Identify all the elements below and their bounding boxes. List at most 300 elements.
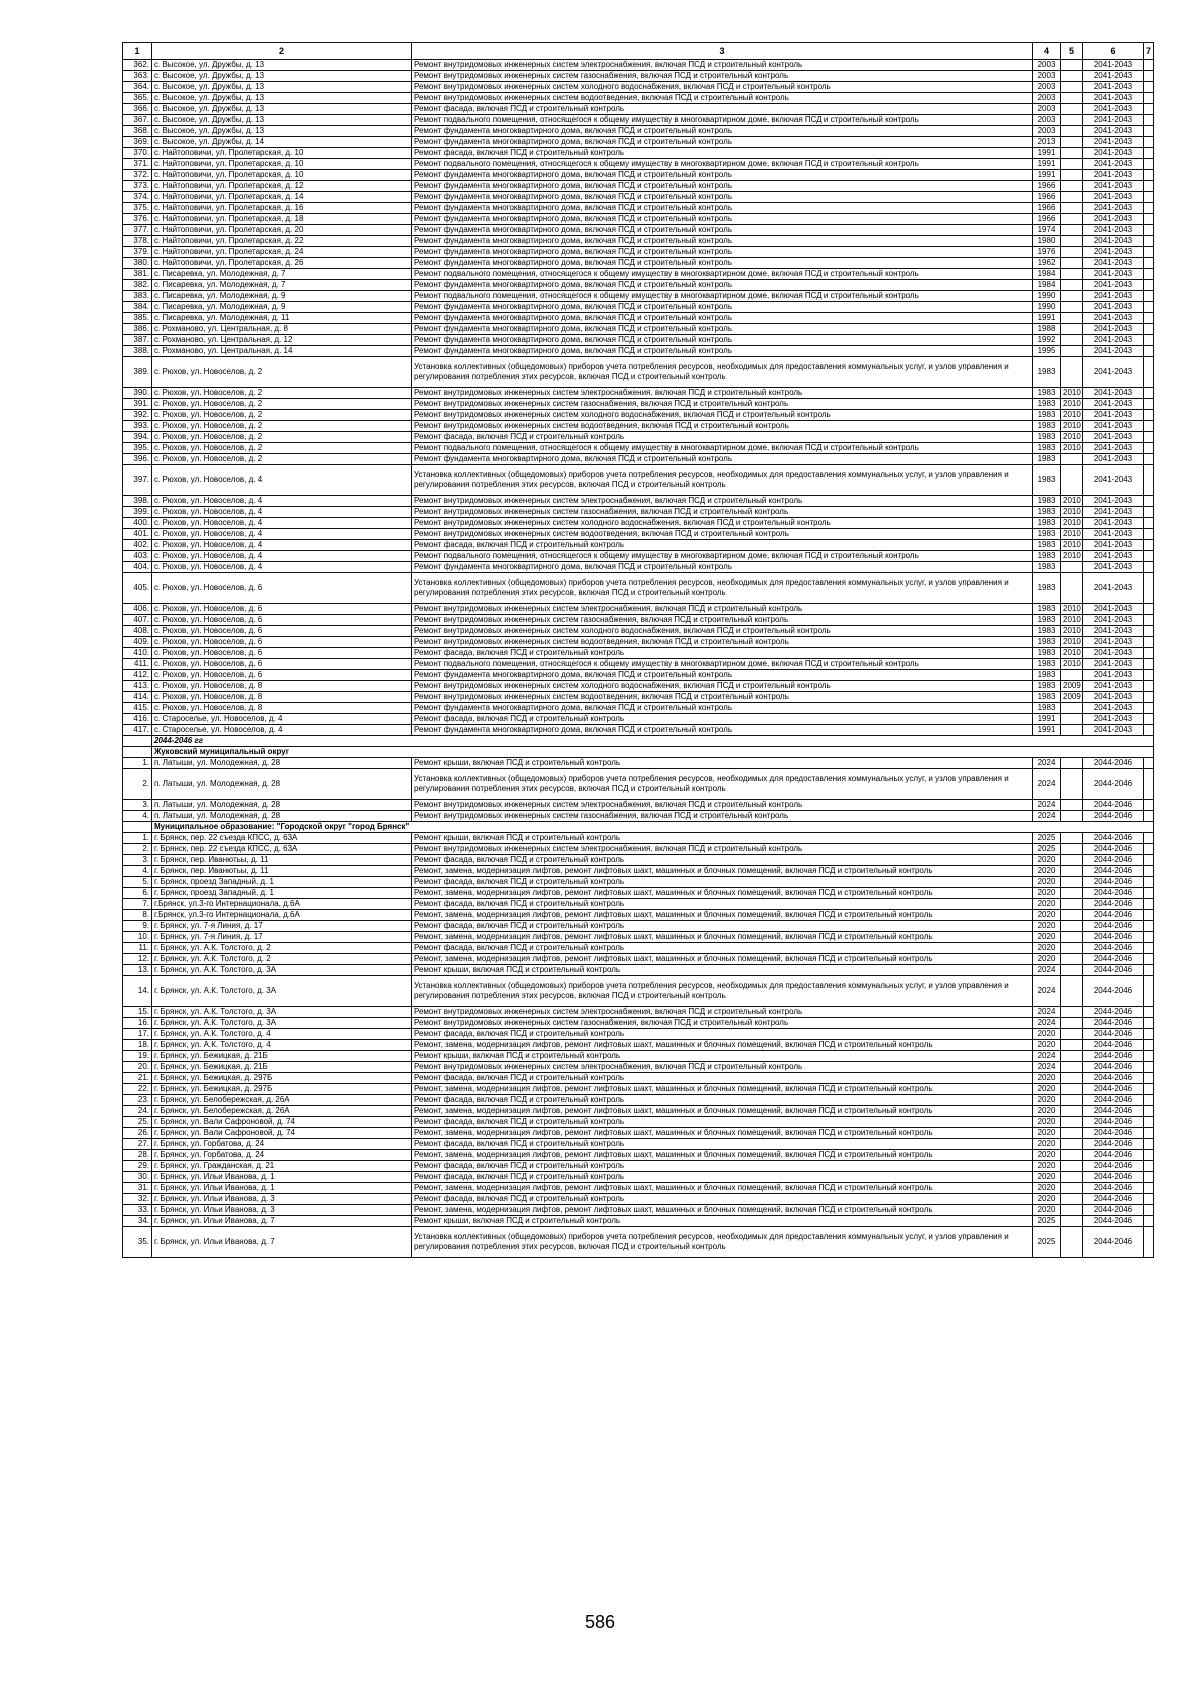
year-built-cell: 1983 [1033, 648, 1061, 659]
empty-cell [123, 822, 152, 833]
year-built-cell: 1983 [1033, 604, 1061, 615]
empty-cell [1144, 562, 1154, 573]
work-type-cell: Ремонт фасада, включая ПСД и строительный контроль [412, 148, 1033, 159]
row-number-cell: 2. [123, 769, 152, 800]
work-type-cell: Ремонт крыши, включая ПСД и строительный контроль [412, 758, 1033, 769]
empty-cell [1144, 681, 1154, 692]
row-number-cell: 31. [123, 1183, 152, 1194]
last-repair-year-cell [1061, 1183, 1083, 1194]
table-row [123, 1183, 1154, 1194]
last-repair-year-cell [1061, 714, 1083, 725]
row-number-cell: 407. [123, 615, 152, 626]
planned-period-cell: 2041-2043 [1083, 346, 1144, 357]
last-repair-year-cell: 2009 [1061, 681, 1083, 692]
address-cell: с. Рюхов, ул. Новоселов, д. 2 [152, 399, 412, 410]
address-cell: г. Брянск, пер. 22 съезда КПСС, д. 63А [152, 833, 412, 844]
address-cell: с. Рюхов, ул. Новоселов, д. 4 [152, 507, 412, 518]
address-cell: г.Брянск, ул.3-го Интернационала, д.6А [152, 910, 412, 921]
empty-cell [1144, 399, 1154, 410]
year-built-cell: 1992 [1033, 335, 1061, 346]
address-cell: с. Рюхов, ул. Новоселов, д. 2 [152, 432, 412, 443]
table-row [123, 496, 1154, 507]
address-cell: г. Брянск, ул. Гражданская, д. 21 [152, 1161, 412, 1172]
last-repair-year-cell [1061, 115, 1083, 126]
empty-cell [1144, 1227, 1154, 1258]
work-type-cell: Ремонт, замена, модернизация лифтов, ремонт лифтовых шахт, машинных и блочных помещений, включая ПСД и строительный контроль [412, 910, 1033, 921]
table-row [123, 507, 1154, 518]
planned-period-cell: 2044-2046 [1083, 833, 1144, 844]
row-number-cell: 410. [123, 648, 152, 659]
planned-period-cell: 2041-2043 [1083, 496, 1144, 507]
work-type-cell: Ремонт внутридомовых инженерных систем электроснабжения, включая ПСД и строительный контроль [412, 388, 1033, 399]
work-type-cell: Ремонт фундамента многоквартирного дома, включая ПСД и строительный контроль [412, 703, 1033, 714]
last-repair-year-cell [1061, 1073, 1083, 1084]
planned-period-cell: 2044-2046 [1083, 976, 1144, 1007]
address-cell: п. Латыши, ул. Молодежная, д. 28 [152, 811, 412, 822]
empty-cell [1144, 203, 1154, 214]
last-repair-year-cell [1061, 1117, 1083, 1128]
planned-period-cell: 2044-2046 [1083, 921, 1144, 932]
table-row [123, 324, 1154, 335]
row-number-cell: 18. [123, 1040, 152, 1051]
table-row [123, 1194, 1154, 1205]
year-built-cell: 1991 [1033, 170, 1061, 181]
planned-period-cell: 2041-2043 [1083, 313, 1144, 324]
row-number-cell: 416. [123, 714, 152, 725]
planned-period-cell: 2041-2043 [1083, 60, 1144, 71]
empty-cell [1144, 388, 1154, 399]
year-built-cell: 1966 [1033, 214, 1061, 225]
address-cell: г. Брянск, ул. Ильи Иванова, д. 1 [152, 1183, 412, 1194]
table-row [123, 335, 1154, 346]
address-cell: с. Найтоповичи, ул. Пролетарская, д. 12 [152, 181, 412, 192]
last-repair-year-cell [1061, 943, 1083, 954]
last-repair-year-cell [1061, 670, 1083, 681]
year-built-cell: 1991 [1033, 714, 1061, 725]
year-built-cell: 2024 [1033, 800, 1061, 811]
planned-period-cell: 2041-2043 [1083, 203, 1144, 214]
work-type-cell: Ремонт внутридомовых инженерных систем водоотведения, включая ПСД и строительный контроль [412, 529, 1033, 540]
planned-period-cell: 2041-2043 [1083, 443, 1144, 454]
last-repair-year-cell [1061, 1007, 1083, 1018]
empty-cell [1144, 877, 1154, 888]
year-built-cell: 2020 [1033, 877, 1061, 888]
address-cell: с. Найтоповичи, ул. Пролетарская, д. 18 [152, 214, 412, 225]
last-repair-year-cell [1061, 769, 1083, 800]
year-built-cell: 2020 [1033, 1161, 1061, 1172]
last-repair-year-cell [1061, 104, 1083, 115]
planned-period-cell: 2041-2043 [1083, 137, 1144, 148]
table-row [123, 1018, 1154, 1029]
planned-period-cell: 2041-2043 [1083, 648, 1144, 659]
address-cell: г. Брянск, проезд Западный, д. 1 [152, 877, 412, 888]
planned-period-cell: 2041-2043 [1083, 465, 1144, 496]
year-built-cell: 2003 [1033, 71, 1061, 82]
last-repair-year-cell [1061, 1106, 1083, 1117]
empty-cell [1144, 811, 1154, 822]
empty-cell [1144, 965, 1154, 976]
work-type-cell: Ремонт фундамента многоквартирного дома, включая ПСД и строительный контроль [412, 258, 1033, 269]
work-type-cell: Ремонт фундамента многоквартирного дома, включая ПСД и строительный контроль [412, 225, 1033, 236]
empty-cell [1144, 648, 1154, 659]
row-number-cell: 33. [123, 1205, 152, 1216]
year-built-cell: 2020 [1033, 866, 1061, 877]
planned-period-cell: 2044-2046 [1083, 811, 1144, 822]
last-repair-year-cell: 2010 [1061, 388, 1083, 399]
empty-cell [1144, 247, 1154, 258]
table-row [123, 626, 1154, 637]
work-type-cell: Ремонт крыши, включая ПСД и строительный контроль [412, 1216, 1033, 1227]
planned-period-cell: 2041-2043 [1083, 214, 1144, 225]
row-number-cell: 396. [123, 454, 152, 465]
last-repair-year-cell [1061, 855, 1083, 866]
address-cell: с. Рюхов, ул. Новоселов, д. 8 [152, 703, 412, 714]
row-number-cell: 376. [123, 214, 152, 225]
empty-cell [1144, 71, 1154, 82]
work-type-cell: Ремонт внутридомовых инженерных систем газоснабжения, включая ПСД и строительный контроль [412, 615, 1033, 626]
empty-cell [1144, 1205, 1154, 1216]
last-repair-year-cell [1061, 214, 1083, 225]
work-type-cell: Ремонт фасада, включая ПСД и строительный контроль [412, 104, 1033, 115]
empty-cell [1144, 126, 1154, 137]
last-repair-year-cell [1061, 725, 1083, 736]
empty-cell [1144, 615, 1154, 626]
address-cell: с. Рюхов, ул. Новоселов, д. 8 [152, 692, 412, 703]
last-repair-year-cell [1061, 954, 1083, 965]
planned-period-cell: 2041-2043 [1083, 518, 1144, 529]
table-row [123, 965, 1154, 976]
year-built-cell: 2024 [1033, 976, 1061, 1007]
work-type-cell: Ремонт внутридомовых инженерных систем электроснабжения, включая ПСД и строительный контроль [412, 1062, 1033, 1073]
work-type-cell: Ремонт фундамента многоквартирного дома, включая ПСД и строительный контроль [412, 670, 1033, 681]
year-built-cell: 2003 [1033, 104, 1061, 115]
table-row [123, 758, 1154, 769]
empty-cell [1144, 670, 1154, 681]
row-number-cell: 390. [123, 388, 152, 399]
empty-cell [1144, 421, 1154, 432]
table-row [123, 551, 1154, 562]
planned-period-cell: 2041-2043 [1083, 670, 1144, 681]
year-built-cell: 2020 [1033, 910, 1061, 921]
work-type-cell: Ремонт внутридомовых инженерных систем газоснабжения, включая ПСД и строительный контроль [412, 811, 1033, 822]
row-number-cell: 414. [123, 692, 152, 703]
row-number-cell: 13. [123, 965, 152, 976]
year-built-cell: 1991 [1033, 725, 1061, 736]
work-type-cell: Ремонт фасада, включая ПСД и строительный контроль [412, 432, 1033, 443]
empty-cell [1144, 410, 1154, 421]
empty-cell [1144, 192, 1154, 203]
work-type-cell: Ремонт, замена, модернизация лифтов, ремонт лифтовых шахт, машинных и блочных помещений, включая ПСД и строительный контроль [412, 888, 1033, 899]
row-number-cell: 1. [123, 833, 152, 844]
empty-cell [1144, 1106, 1154, 1117]
table-row [123, 236, 1154, 247]
row-number-cell: 371. [123, 159, 152, 170]
table-row [123, 976, 1154, 1007]
work-type-cell: Ремонт фасада, включая ПСД и строительный контроль [412, 648, 1033, 659]
year-built-cell: 1974 [1033, 225, 1061, 236]
row-number-cell: 386. [123, 324, 152, 335]
planned-period-cell: 2041-2043 [1083, 93, 1144, 104]
address-cell: с. Рюхов, ул. Новоселов, д. 4 [152, 540, 412, 551]
empty-cell [1144, 93, 1154, 104]
empty-cell [1144, 1183, 1154, 1194]
planned-period-cell: 2044-2046 [1083, 899, 1144, 910]
row-number-cell: 3. [123, 855, 152, 866]
address-cell: п. Латыши, ул. Молодежная, д. 28 [152, 769, 412, 800]
work-type-cell: Ремонт внутридомовых инженерных систем холодного водоснабжения, включая ПСД и строительный контроль [412, 626, 1033, 637]
planned-period-cell: 2041-2043 [1083, 551, 1144, 562]
work-type-cell: Ремонт фундамента многоквартирного дома, включая ПСД и строительный контроль [412, 346, 1033, 357]
work-type-cell: Ремонт фасада, включая ПСД и строительный контроль [412, 855, 1033, 866]
planned-period-cell: 2044-2046 [1083, 769, 1144, 800]
empty-cell [1144, 725, 1154, 736]
table-row [123, 943, 1154, 954]
year-built-cell: 2024 [1033, 965, 1061, 976]
empty-cell [1144, 692, 1154, 703]
row-number-cell: 8. [123, 910, 152, 921]
table-row [123, 280, 1154, 291]
year-built-cell: 2025 [1033, 844, 1061, 855]
address-cell: г. Брянск, ул. Бежицкая, д. 297Б [152, 1084, 412, 1095]
work-type-cell: Ремонт фундамента многоквартирного дома, включая ПСД и строительный контроль [412, 302, 1033, 313]
table-row [123, 681, 1154, 692]
work-type-cell: Ремонт внутридомовых инженерных систем водоотведения, включая ПСД и строительный контроль [412, 637, 1033, 648]
planned-period-cell: 2044-2046 [1083, 1018, 1144, 1029]
table-row [123, 1150, 1154, 1161]
address-cell: г. Брянск, ул. А.К. Толстого, д. 4 [152, 1029, 412, 1040]
empty-cell [1144, 258, 1154, 269]
last-repair-year-cell [1061, 833, 1083, 844]
row-number-cell: 4. [123, 811, 152, 822]
last-repair-year-cell [1061, 465, 1083, 496]
address-cell: г. Брянск, ул. А.К. Толстого, д. 2 [152, 954, 412, 965]
row-number-cell: 34. [123, 1216, 152, 1227]
row-number-cell: 29. [123, 1161, 152, 1172]
page-number: 586 [584, 1612, 616, 1632]
work-type-cell: Ремонт внутридомовых инженерных систем газоснабжения, включая ПСД и строительный контроль [412, 71, 1033, 82]
last-repair-year-cell: 2010 [1061, 507, 1083, 518]
planned-period-cell: 2044-2046 [1083, 877, 1144, 888]
empty-cell [1144, 148, 1154, 159]
year-built-cell: 1983 [1033, 573, 1061, 604]
row-number-cell: 406. [123, 604, 152, 615]
address-cell: с. Рюхов, ул. Новоселов, д. 2 [152, 388, 412, 399]
planned-period-cell: 2044-2046 [1083, 1194, 1144, 1205]
year-built-cell: 1991 [1033, 313, 1061, 324]
work-type-cell: Ремонт фундамента многоквартирного дома, включая ПСД и строительный контроль [412, 335, 1033, 346]
work-type-cell: Ремонт фасада, включая ПСД и строительный контроль [412, 1161, 1033, 1172]
planned-period-cell: 2044-2046 [1083, 1051, 1144, 1062]
planned-period-cell: 2041-2043 [1083, 637, 1144, 648]
last-repair-year-cell: 2009 [1061, 692, 1083, 703]
address-cell: с. Найтоповичи, ул. Пролетарская, д. 14 [152, 192, 412, 203]
empty-cell [1144, 137, 1154, 148]
empty-cell [1144, 60, 1154, 71]
year-built-cell: 1962 [1033, 258, 1061, 269]
planned-period-cell: 2041-2043 [1083, 324, 1144, 335]
work-type-cell: Ремонт подвального помещения, относящегося к общему имуществу в многоквартирном доме, включая ПСД и строительный контроль [412, 443, 1033, 454]
address-cell: с. Рюхов, ул. Новоселов, д. 2 [152, 421, 412, 432]
work-type-cell: Ремонт фундамента многоквартирного дома, включая ПСД и строительный контроль [412, 725, 1033, 736]
last-repair-year-cell [1061, 357, 1083, 388]
table-row [123, 855, 1154, 866]
year-built-cell: 1983 [1033, 454, 1061, 465]
planned-period-cell: 2041-2043 [1083, 410, 1144, 421]
last-repair-year-cell [1061, 1150, 1083, 1161]
header-cell: 6 [1083, 43, 1144, 60]
empty-cell [1144, 236, 1154, 247]
empty-cell [1144, 214, 1154, 225]
last-repair-year-cell [1061, 932, 1083, 943]
work-type-cell: Ремонт фасада, включая ПСД и строительный контроль [412, 899, 1033, 910]
planned-period-cell: 2044-2046 [1083, 1062, 1144, 1073]
last-repair-year-cell [1061, 203, 1083, 214]
table-row [123, 714, 1154, 725]
empty-cell [1144, 954, 1154, 965]
last-repair-year-cell [1061, 236, 1083, 247]
empty-cell [1144, 1161, 1154, 1172]
address-cell: п. Латыши, ул. Молодежная, д. 28 [152, 800, 412, 811]
planned-period-cell: 2044-2046 [1083, 1007, 1144, 1018]
table-row [123, 725, 1154, 736]
year-built-cell: 1983 [1033, 410, 1061, 421]
address-cell: г. Брянск, ул. Бежицкая, д. 21Б [152, 1051, 412, 1062]
planned-period-cell: 2041-2043 [1083, 71, 1144, 82]
empty-cell [1144, 626, 1154, 637]
table-row [123, 399, 1154, 410]
address-cell: с. Найтоповичи, ул. Пролетарская, д. 10 [152, 159, 412, 170]
empty-cell [1144, 1073, 1154, 1084]
row-number-cell: 377. [123, 225, 152, 236]
table-row [123, 192, 1154, 203]
address-cell: г. Брянск, ул. Ильи Иванова, д. 7 [152, 1216, 412, 1227]
address-cell: г. Брянск, ул. Белобережская, д. 26А [152, 1095, 412, 1106]
table-row [123, 1084, 1154, 1095]
address-cell: с. Рюхов, ул. Новоселов, д. 4 [152, 551, 412, 562]
table-row [123, 637, 1154, 648]
year-built-cell: 1991 [1033, 148, 1061, 159]
empty-cell [1144, 507, 1154, 518]
work-type-cell: Ремонт фасада, включая ПСД и строительный контроль [412, 921, 1033, 932]
address-cell: г. Брянск, ул. А.К. Толстого, д. 3А [152, 1007, 412, 1018]
last-repair-year-cell: 2010 [1061, 399, 1083, 410]
last-repair-year-cell [1061, 899, 1083, 910]
last-repair-year-cell: 2010 [1061, 551, 1083, 562]
year-built-cell: 1983 [1033, 357, 1061, 388]
work-type-cell: Ремонт фасада, включая ПСД и строительный контроль [412, 1194, 1033, 1205]
table-row [123, 932, 1154, 943]
planned-period-cell: 2041-2043 [1083, 573, 1144, 604]
work-type-cell: Ремонт внутридомовых инженерных систем холодного водоснабжения, включая ПСД и строительный контроль [412, 681, 1033, 692]
planned-period-cell: 2044-2046 [1083, 954, 1144, 965]
row-number-cell: 404. [123, 562, 152, 573]
planned-period-cell: 2041-2043 [1083, 692, 1144, 703]
row-number-cell: 374. [123, 192, 152, 203]
empty-cell [1144, 1150, 1154, 1161]
year-built-cell: 2020 [1033, 899, 1061, 910]
row-number-cell: 16. [123, 1018, 152, 1029]
row-number-cell: 25. [123, 1117, 152, 1128]
work-type-cell: Ремонт фасада, включая ПСД и строительный контроль [412, 877, 1033, 888]
work-type-cell: Ремонт внутридомовых инженерных систем водоотведения, включая ПСД и строительный контроль [412, 692, 1033, 703]
empty-cell [1144, 943, 1154, 954]
table-row [123, 615, 1154, 626]
table-row [123, 1073, 1154, 1084]
row-number-cell: 408. [123, 626, 152, 637]
year-built-cell: 2020 [1033, 1106, 1061, 1117]
table-row [123, 1139, 1154, 1150]
table-row [123, 388, 1154, 399]
planned-period-cell: 2041-2043 [1083, 258, 1144, 269]
planned-period-cell: 2044-2046 [1083, 965, 1144, 976]
address-cell: с. Высокое, ул. Дружбы, д. 13 [152, 93, 412, 104]
year-built-cell: 1983 [1033, 421, 1061, 432]
work-type-cell: Ремонт фундамента многоквартирного дома, включая ПСД и строительный контроль [412, 192, 1033, 203]
empty-cell [1144, 159, 1154, 170]
year-built-cell: 1983 [1033, 432, 1061, 443]
row-number-cell: 417. [123, 725, 152, 736]
empty-cell [1144, 1084, 1154, 1095]
year-built-cell: 1983 [1033, 518, 1061, 529]
address-cell: с. Рюхов, ул. Новоселов, д. 2 [152, 410, 412, 421]
address-cell: с. Высокое, ул. Дружбы, д. 13 [152, 71, 412, 82]
planned-period-cell: 2041-2043 [1083, 115, 1144, 126]
row-number-cell: 9. [123, 921, 152, 932]
table-row [123, 302, 1154, 313]
table-row [123, 1007, 1154, 1018]
year-built-cell: 2020 [1033, 1128, 1061, 1139]
table-row [123, 465, 1154, 496]
table-row [123, 910, 1154, 921]
planned-period-cell: 2041-2043 [1083, 725, 1144, 736]
row-number-cell: 22. [123, 1084, 152, 1095]
work-type-cell: Ремонт фундамента многоквартирного дома, включая ПСД и строительный контроль [412, 280, 1033, 291]
address-cell: г. Брянск, ул. Бежицкая, д. 297Б [152, 1073, 412, 1084]
last-repair-year-cell: 2010 [1061, 518, 1083, 529]
header-cell: 5 [1061, 43, 1083, 60]
year-built-cell: 2020 [1033, 943, 1061, 954]
last-repair-year-cell [1061, 192, 1083, 203]
planned-period-cell: 2044-2046 [1083, 932, 1144, 943]
planned-period-cell: 2044-2046 [1083, 1106, 1144, 1117]
row-number-cell: 378. [123, 236, 152, 247]
planned-period-cell: 2041-2043 [1083, 302, 1144, 313]
row-number-cell: 375. [123, 203, 152, 214]
planned-period-cell: 2044-2046 [1083, 1139, 1144, 1150]
row-number-cell: 366. [123, 104, 152, 115]
year-built-cell: 2020 [1033, 1205, 1061, 1216]
work-type-cell: Ремонт фасада, включая ПСД и строительный контроль [412, 1139, 1033, 1150]
year-built-cell: 1984 [1033, 280, 1061, 291]
table-row [123, 899, 1154, 910]
address-cell: г. Брянск, проезд Западный, д. 1 [152, 888, 412, 899]
work-type-cell: Ремонт подвального помещения, относящегося к общему имуществу в многоквартирном доме, включая ПСД и строительный контроль [412, 115, 1033, 126]
last-repair-year-cell [1061, 573, 1083, 604]
work-type-cell: Ремонт внутридомовых инженерных систем водоотведения, включая ПСД и строительный контроль [412, 421, 1033, 432]
year-built-cell: 2020 [1033, 1139, 1061, 1150]
year-built-cell: 2024 [1033, 758, 1061, 769]
year-built-cell: 2020 [1033, 1172, 1061, 1183]
table-row [123, 1095, 1154, 1106]
last-repair-year-cell [1061, 82, 1083, 93]
address-cell: с. Рюхов, ул. Новоселов, д. 2 [152, 357, 412, 388]
table-row [123, 844, 1154, 855]
work-type-cell: Установка коллективных (общедомовых) приборов учета потребления ресурсов, необходимых для предоставления коммунальных услуг, и узлов управления и регулирования потребления этих ресурсов, включая ПСД и строительный контроль [412, 1227, 1033, 1258]
row-number-cell: 383. [123, 291, 152, 302]
table-row [123, 518, 1154, 529]
last-repair-year-cell [1061, 800, 1083, 811]
row-number-cell: 364. [123, 82, 152, 93]
